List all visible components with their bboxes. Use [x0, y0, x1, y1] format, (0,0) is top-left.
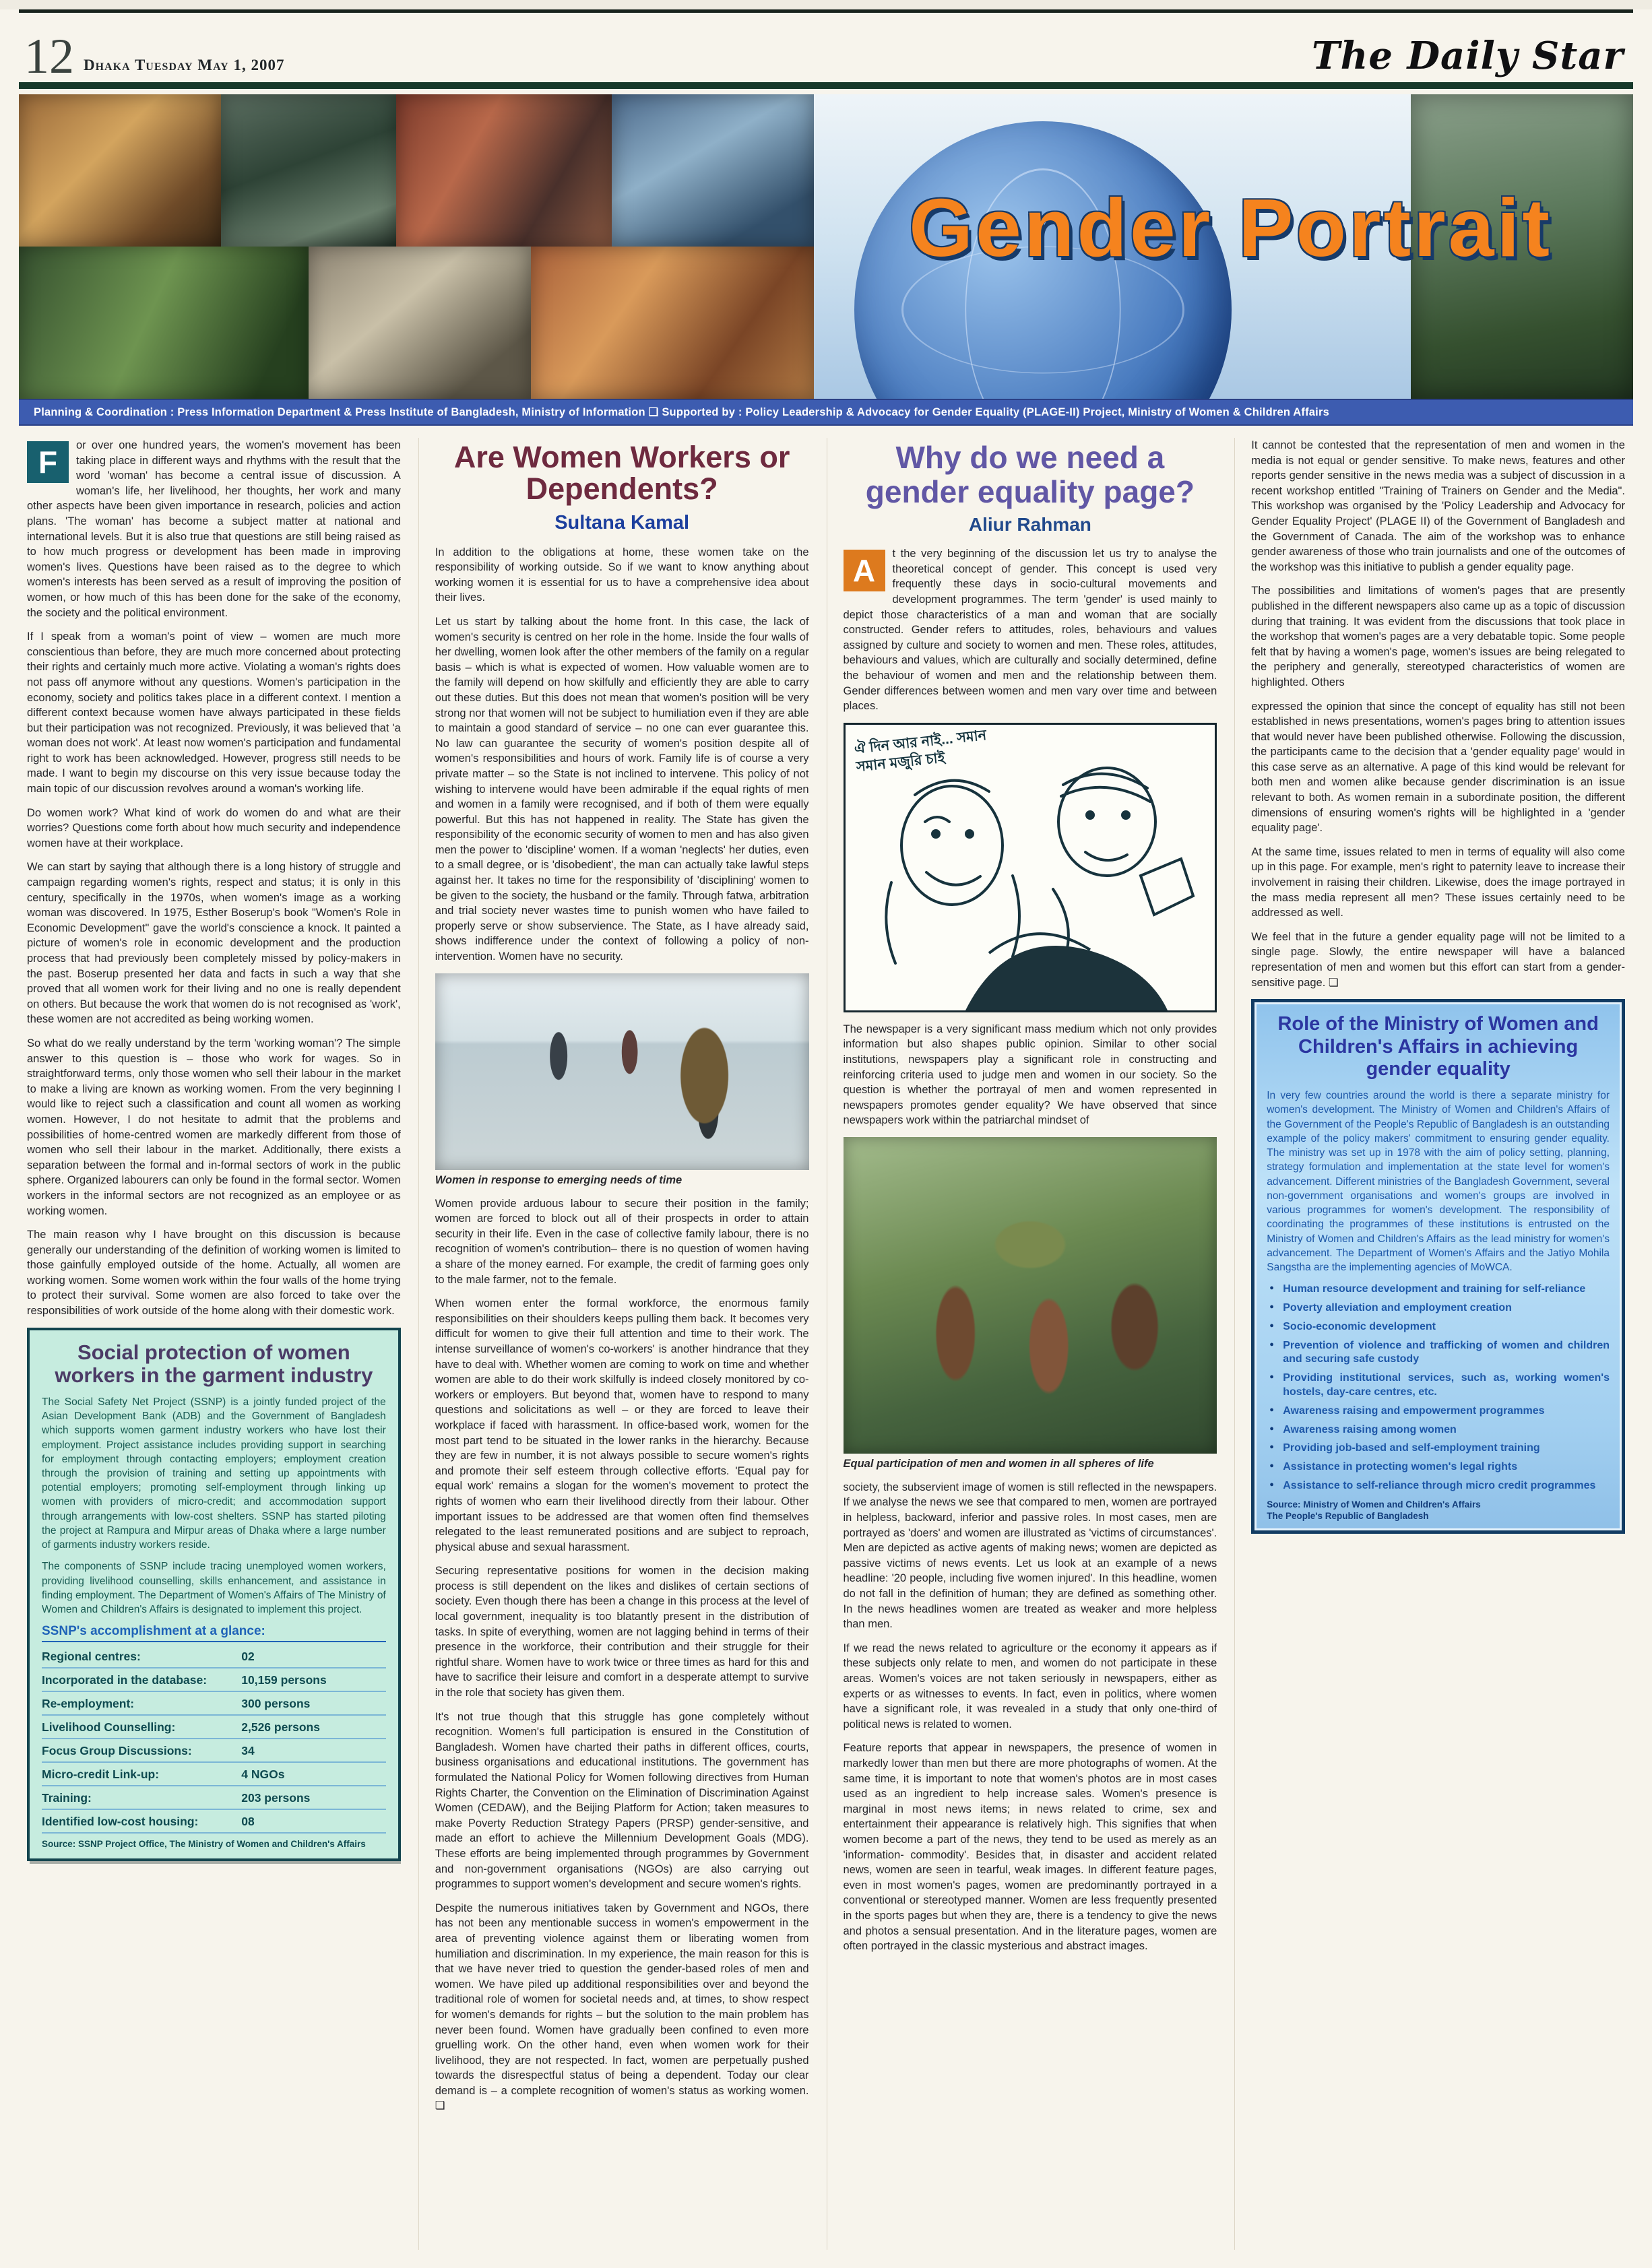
page-number: 12: [24, 29, 74, 85]
table-row: Re-employment: 300 persons: [42, 1692, 386, 1716]
article3-paragraph: expressed the opinion that since the concept of equality has still not been established in news presentations, women's pages bring to attention issues that would never have been published otherwise. Following the discussion, the participants came to the decision that a 'gender equality page' would in this case serve as an alternative. A page of this kind would be relevant for both men and women alike because gender discrimination is an issue relevant to both. As women remain in a subordinate position, the different dimensions of ensuring women's rights will be highlighted in a 'gender equality page'.: [1251, 700, 1625, 835]
ministry-bullet: ● Assistance in protecting women's legal rights: [1268, 1460, 1610, 1475]
ministry-box-title: Role of the Ministry of Women and Children's Affairs in achieving gender equality: [1277, 1013, 1599, 1080]
table-row: Incorporated in the database: 10,159 persons: [42, 1668, 386, 1692]
feature-banner: [19, 94, 1633, 399]
ministry-bullet: ● Poverty alleviation and employment creation: [1268, 1301, 1610, 1316]
collage-photo: [309, 247, 531, 399]
column-4: [1234, 438, 1625, 2250]
column-2: [418, 438, 809, 2250]
collage-photo: [19, 247, 309, 399]
cartoon-speech-text: ঐ দিন আর নাই... সমান সমান মজুরি চাই: [853, 727, 987, 775]
photo-collage: [19, 94, 814, 399]
article1-byline: Sultana Kamal: [554, 511, 690, 533]
article1-paragraph: If I speak from a woman's point of view – women are much more conscientious than before, they are much more concerned about protecting their rights and certainly much more active. Violating a woman's rights does not pass off anymore without any questions. Women's participation in the economy, society and politics takes place in a different context. I mention a different context because women have always participated in these fields but their participation was not recognized. Previously, it was believed that 'a woman does not work'. At least now women's participation and fundamental right to work has been acknowledged. However, progress still needs to be made. I want to begin my discourse on this very issue because today the main topic of our discussion revolves around a woman's working life.: [27, 630, 401, 796]
article3-paragraph: At the same time, issues related to men in terms of equality will also come up in this page. For example, men's right to paternity leave to increase their involvement in raising their children. Likewise, does the image portrayed in the mass media represent all men? These issues certainly need to be addressed as well.: [1251, 845, 1625, 919]
page-header: [19, 9, 1633, 89]
article2-paragraph: Feature reports that appear in newspapers, the presence of women in markedly lower than men but there are more photographs of women. At the same time, it is important to note that women's photos are in most cases used as an ingredient to help increase sales. Women's presence is marginal in most news items; in news related to crime, sex and entertainment their appearance is relatively high. This signifies that when women become a part of the news, they tend to be used as merely as an 'information- commodity'. Besides that, in disaster and accident related news, women are seen in tearful, weak images. In different feature pages, even in most women's pages, women are predominantly portrayed in a conventional or stereotyped manner. Women are less frequently presented in the sports pages but when they are, there is a tendency to give the news and photos a sensual presentation. And in the literature pages, women are often portrayed in the classic mysterious and abstract images.: [843, 1742, 1217, 1953]
article1-paragraph: Securing representative positions for women in the decision making process is still dependent on the likes and dislikes of certain sections of society. Even though there has been a change in this process at the level of local government, inequality is too blatantly present in the distribution of tasks. In spite of everything, women are not lagging behind in terms of their presence in the workforce, their contribution and their struggle for their rightful share. Women have to work twice or three times as hard for this and have to sacrifice their leisure and comfort in a desperate attempt to survive in the role that society has given them.: [435, 1565, 809, 1699]
photo-caption: Women in response to emerging needs of time: [435, 1173, 682, 1186]
ssnp-box-title: Social protection of women workers in the garment industry: [55, 1340, 373, 1387]
table-row: Identified low-cost housing: 08: [42, 1810, 386, 1834]
article2-byline: Aliur Rahman: [968, 514, 1091, 536]
dropcap-f: F: [27, 441, 69, 483]
collage-photo: [19, 94, 221, 247]
ssnp-box: [27, 1328, 401, 1862]
table-row: Regional centres: 02: [42, 1645, 386, 1668]
article1-paragraph: It's not true though that this struggle has gone completely without recognition. Women's full participation is ensured in the Constitution of Bangladesh. Women have charted their paths in different offices, courts, business organisations and educational institutions. The government has formulated the National Policy for Women following directives from Human Rights Charter, the Convention on the Elimination of Discrimination Against Women (CEDAW), and the Beijing Platform for Action; taken measures to make Poverty Reduction Strategy Papers (PRSP) gender-sensitive, and made an effort to achieve the Millennium Development Goals (MDG). These efforts are being implemented through programmes by Government and non-government organisations (NGOs) are also carrying out programmes to support women's development and secure women's rights.: [435, 1710, 809, 1891]
cartoon-drawing: [851, 723, 1215, 1010]
ministry-bullet: ● Providing institutional services, such as, working women's hostels, day-care centres, etc.: [1268, 1371, 1610, 1400]
content-columns: [27, 438, 1625, 2250]
ministry-bullet: ● Providing job-based and self-employment training: [1268, 1441, 1610, 1456]
article1-paragraph: Despite the numerous initiatives taken by Government and NGOs, there has not been any mentionable success in women's empowerment in the area of preventing violence against them or liberating women from humiliation and discrimination. In my experience, the main reason for this is that we have never tried to question the gender-based roles of men and women. We have piled up additional responsibilities over and beyond the traditional role of women for societal needs and, at times, to show respect for women's demands for rights – but the solution to the main problem has never been found. Women have gradually been confined to even more gruelling work. On the other hand, even when women work for their livelihood, they are not respected. In fact, women are perpetually pushed towards the disrespectful status of being a dependent. Today our clear demand is – a complete recognition of women's status as working women. ❏: [435, 1902, 809, 2112]
ssnp-paragraph: The Social Safety Net Project (SSNP) is a jointly funded project of the Asian Development Bank (ADB) and the Government of Bangladesh which supports women garment industry workers who have lost their employment. Project assistance includes providing support in searching for employment through contacting employers; employment creation through the provision of training and setting up appointments with potential employers; promoting self-employment through linking up women with providers of micro-credit; and accommodation support through arrangements with low-cost shelters. SSNP has started piloting the project at Rampura and Mirpur areas of Dhaka where a large number of garments industry workers reside.: [42, 1396, 386, 1551]
article1-paragraph: In addition to the obligations at home, these women take on the responsibility of working outside. So if we want to know anything about working women it is essential for us to have a comprehensive idea about their lives.: [435, 546, 809, 604]
ministry-paragraph: In very few countries around the world is there a separate ministry for women's development. The Ministry of Women and Children's Affairs of the Government of the People's Republic of Bangladesh is an outstanding example of the policy makers' commitment to ensuring gender equality. The ministry was set up in 1978 with the aim of policy setting, planning, strategy formulation and implementation at the state level for women's advancement. Different ministries of the Bangladesh Government, several non-government organisations and women's groups are involved in various programmes for women's development. The responsibility of coordinating the programmes of these institutions is entrusted on the Ministry of Women and Children's Affairs as the lead ministry for women's advancement. The Department of Women's Affairs and the Jatiyo Mohila Sangstha are the implementing agencies of MoWCA.: [1267, 1090, 1610, 1274]
photo-caption: Equal participation of men and women in all spheres of life: [843, 1457, 1154, 1470]
ssnp-table-title: SSNP's accomplishment at a glance:: [42, 1624, 386, 1642]
ministry-bullet: ● Awareness raising and empowerment programmes: [1268, 1404, 1610, 1419]
table-row: Training: 203 persons: [42, 1786, 386, 1810]
ssnp-paragraph: The components of SSNP include tracing unemployed women workers, providing livelihood counselling, skills enhancement, and assistance in finding employment. The Department of Women's Affairs of The Ministry of Women and Children's Affairs is designated to implement this project.: [42, 1561, 386, 1616]
article3-paragraph: It cannot be contested that the representation of men and women in the media is not equal or gender sensitive. To make news, features and other reports gender sensitive in the news media was a subject of discussion in a recent workshop entitled "Training of Trainers on Gender and the Media". This workshop was organised by the 'Policy Leadership and Advocacy for Gender Equality Project' (PLAGE II) of the Government of Bangladesh and the Government of Canada. The aim of the workshop was to enhance gender awareness of those who train journalists and one of the outcomes of the workshop was this initiative to publish a gender equality page.: [1251, 439, 1625, 573]
photo-women-bicycles: [435, 973, 809, 1170]
table-row: Focus Group Discussions: 34: [42, 1739, 386, 1763]
article1-paragraph: Do women work? What kind of work do women do and what are their worries? Questions come forth about how much security and independence women have at their workplace.: [27, 806, 401, 849]
article1-headline: Are Women Workers or Dependents?: [453, 440, 790, 506]
ministry-bullet: ● Human resource development and training for self-reliance: [1268, 1283, 1610, 1297]
column-1: [27, 438, 401, 2250]
newspaper-page: [0, 9, 1652, 2268]
article1-paragraph: We can start by saying that although there is a long history of struggle and campaign regarding women's rights, respect and status; it is only in this century, specifically in the 1970s, when women's image as a working woman was discovered. In 1975, Esther Boserup's book "Women's Role in Economic Development" gave the world's conscience a knock. It painted a picture of women's role in economic development and the production process that had previously been completely missed by policy-makers in the past. Boserup presented her data and facts in such a way that she proved that all women work for their living and no one is really dependent on others. But because the work that women do is not recognised as 'work', these women are not accredited as being working women.: [27, 861, 401, 1026]
ministry-box: [1251, 999, 1625, 1534]
dateline: Dhaka Tuesday May 1, 2007: [84, 57, 285, 73]
article2-headline: Why do we need a gender equality page?: [865, 440, 1195, 509]
article3-paragraph: The possibilities and limitations of women's pages that are presently published in the different newspapers also came up as a topic of discussion during that training. It was evident from the discussions that took place in the workshop that women's pages are a very debatable topic. Some people felt that by having a women's page, women's issues are being relegated to the periphery and generally, stereotyped characteristics of women are highlighted. Others: [1251, 585, 1625, 688]
ministry-bullet: ● Awareness raising among women: [1268, 1423, 1610, 1437]
article1-paragraph: When women enter the formal workforce, the enormous family responsibilities on their shoulders keeps pulling them back. It becomes very difficult for women to give their full attention and time to their work. The intense surveillance of women's co-workers' is another hindrance that they have to deal with. Whether women are coming to work on time and whether women are able to do their work skilfully is indeed closely monitored by co-workers or employers. But beyond that, women have to respond to many questions and solicitations as well – or they are forced to leave their workplace if faced with harassment. In office-based work, women for the most part tend to be situated in the lower ranks in the hierarchy. Because they are few in number, it is not always possible to secure women's rights and promote their self esteem through collective efforts. 'Equal pay for equal work' remains a slogan for the women's movement to protect the rights of women who earn their livelihood directly from their labour. Other important issues to be addressed are that women often find themselves relegated to the least remunerated positions and are subject to reproach, physical abuse and sexual harassment.: [435, 1297, 809, 1553]
collage-photo: [221, 94, 396, 247]
article1-paragraph: Let us start by talking about the home front. In this case, the lack of women's security is centred on her role in the home. Inside the four walls of her dwelling, women look after the other members of the family on a regular basis – which is what is expected of women. How valuable women are to the family will depend on how skilfully and efficiently they are able to carry out these duties. But this does not mean that women's position will be very strong nor that women will not be subject to humiliation even if they are able to maintain a good standard of service – no one can ever guarantee this. No law can guarantee the security of women's position despite all of women's responsibilities and hours of work. Family life is of course a very private matter – so the State is not inclined to intervene. This policy of not wishing to intervene would have been admirable if the equal rights of men and women in a family were recognised, and if both of them were equally powerful. But this has not happened in reality. The State has given the responsibility of the economic security of women to men and has also given men the power to 'discipline' women. If a woman 'neglects' her duties, even to a small degree, or is 'disobedient', the man can actually take lawful steps against her. It takes no time for the responsibility of 'disciplining' women to be given to the society, the husband or the family. Through fatwa, arbitration and trial society never wastes time to punish women who have failed to properly serve or show subservience. The State, as I have already said, shows indifference under the context of following a policy of non-intervention. Women have no security.: [435, 615, 809, 963]
article1-paragraph: Women provide arduous labour to secure their position in the family; women are forced to block out all of their prospects in order to attain security in their life. Even in the case of collective family labour, there is no recognition of women's contribution– there is no question of women having a share of the money earned. For example, the credit of farming goes only to the male farmer, not to the female.: [435, 1197, 809, 1286]
masthead-logo: The Daily Star: [1311, 34, 1624, 78]
collage-photo: [612, 94, 814, 247]
article2-paragraph: If we read the news related to agriculture or the economy it appears as if these subjects only relate to men, and women do not participate in these areas. Women's voices are not taken seriously in newspapers, either as experts or as witnesses to events. In fact, even in politics, where women have a significant role, it was revealed in a study that only one-third of political news is related to women.: [843, 1642, 1217, 1730]
article1-paragraph: F or over one hundred years, the women's movement has been taking place in different ways and rhythms with the result that the word 'woman' has become a central issue of discussion. A woman's life, her livelihood, her thoughts, her work and many other aspects have been given importance in research, policies and action plans. 'The woman' has become a subject matter at national and international levels. But it is also true that questions are still being raised as to how much progress or development has been made in improving women's lives. Questions have been raised as to the degree to which women's interests has been served as a result of improving the position of women, or how much of this has been done for the sake of the economy, the society and the political environment.: [27, 439, 401, 619]
ministry-bullet-list: [1268, 1283, 1610, 1493]
table-row: Livelihood Counselling: 2,526 persons: [42, 1716, 386, 1739]
article1-paragraph: So what do we really understand by the term 'working woman'? The simple answer to this question is – those who work for wages. So in straightforward terms, only those women who sell their labour in the market to make a living are known as working women. From the very beginning I would like to reject such a classification and count all women as working women. However, I do not hesitate to admit that the problems and possibilities of home-centred women are markedly different from those of women who sell their labour in the market. Additionally, there exists a separation between the formal and in-formal sectors of work in the public sphere. Organized labourers can only be found in the formal sector. Women workers in the informal sectors are not recognized as an employee or as working women.: [27, 1037, 401, 1217]
ministry-bullet: ● Prevention of violence and trafficking of women and children and securing safe custody: [1268, 1339, 1610, 1367]
article2-paragraph: society, the subservient image of women is still reflected in the newspapers. If we analyse the news we see that compared to men, women are portrayed in helpless, backward, inferior and passive roles. In most cases, men are portrayed as 'doers' and women are illustrated as 'victims of circumstances'. Men are depicted as active agents of making news; women are depicted as passive victims of news events. Let us look at an example of a news headline: '20 people, including five women injured'. In this headline, women do not fall in the definition of human; they are defined as something other. In the news headlines women are treated as weaker and more helpless than men.: [843, 1481, 1217, 1631]
column-3: [827, 438, 1217, 2250]
article3-paragraph: We feel that in the future a gender equality page will not be limited to a single page. Slowly, the entire newspaper will have a balanced representation of men and women but this effort can start from a gender-sensitive page. ❏: [1251, 930, 1625, 989]
article2-paragraph: The newspaper is a very significant mass medium which not only provides information but also shapes public opinion. Similar to other social institutions, newspapers play a significant role in constructing and reinforcing criteria used to judge men and women in our society. So the question is whether the portrayal of men and women represented in newspapers promotes gender equality? We have observed that since newspapers work within the patriarchal mindset of: [843, 1023, 1217, 1127]
ministry-bullet: ● Assistance to self-reliance through micro credit programmes: [1268, 1479, 1610, 1493]
photo-equal-participation: [844, 1137, 1217, 1454]
ministry-source: Source: Ministry of Women and Children's Affairs The People's Republic of Bangladesh: [1267, 1499, 1481, 1522]
collage-photo: [531, 247, 814, 399]
banner-title: Gender Portrait: [909, 182, 1552, 273]
table-row: Micro-credit Link-up: 4 NGOs: [42, 1763, 386, 1786]
ministry-bullet: ● Socio-economic development: [1268, 1320, 1610, 1334]
collage-photo: [396, 94, 612, 247]
article1-paragraph: The main reason why I have brought on this discussion is because generally our understanding of the definition of working women is limited to those gainfully employed outside of the home. Actually, all women are working women. Some women work within the four walls of the home trying to protect their survival. Some women are also forced to take over the responsibilities of work outside of the home along with their domestic work.: [27, 1229, 401, 1318]
credits-strip: Planning & Coordination : Press Information Department & Press Institute of Bangladesh, Ministry of Information ❏ Supported by : Policy Leadership & Advocacy for Gender Equality (PLAGE-II) Project, Ministry of Women & Children Affairs: [19, 399, 1633, 426]
editorial-cartoon: [844, 723, 1217, 1012]
article2-paragraph: A t the very beginning of the discussion let us try to analyse the theoretical concept of gender. This concept is used very frequently these days in socio-cultural movements and development programmes. The term 'gender' is used mainly to depict those characteristics of a man and woman that are socially constructed. Gender refers to attitudes, roles, behaviours and values assigned by culture and society to women and men. These roles, attitudes, behaviours and values, which are culturally and socially determined, define the behaviour of women and men and the relationship between them. Gender differences between women and men vary over time and between places.: [843, 548, 1217, 713]
ssnp-source: Source: SSNP Project Office, The Ministry of Women and Children's Affairs: [42, 1839, 366, 1850]
dropcap-a: A: [844, 550, 885, 591]
